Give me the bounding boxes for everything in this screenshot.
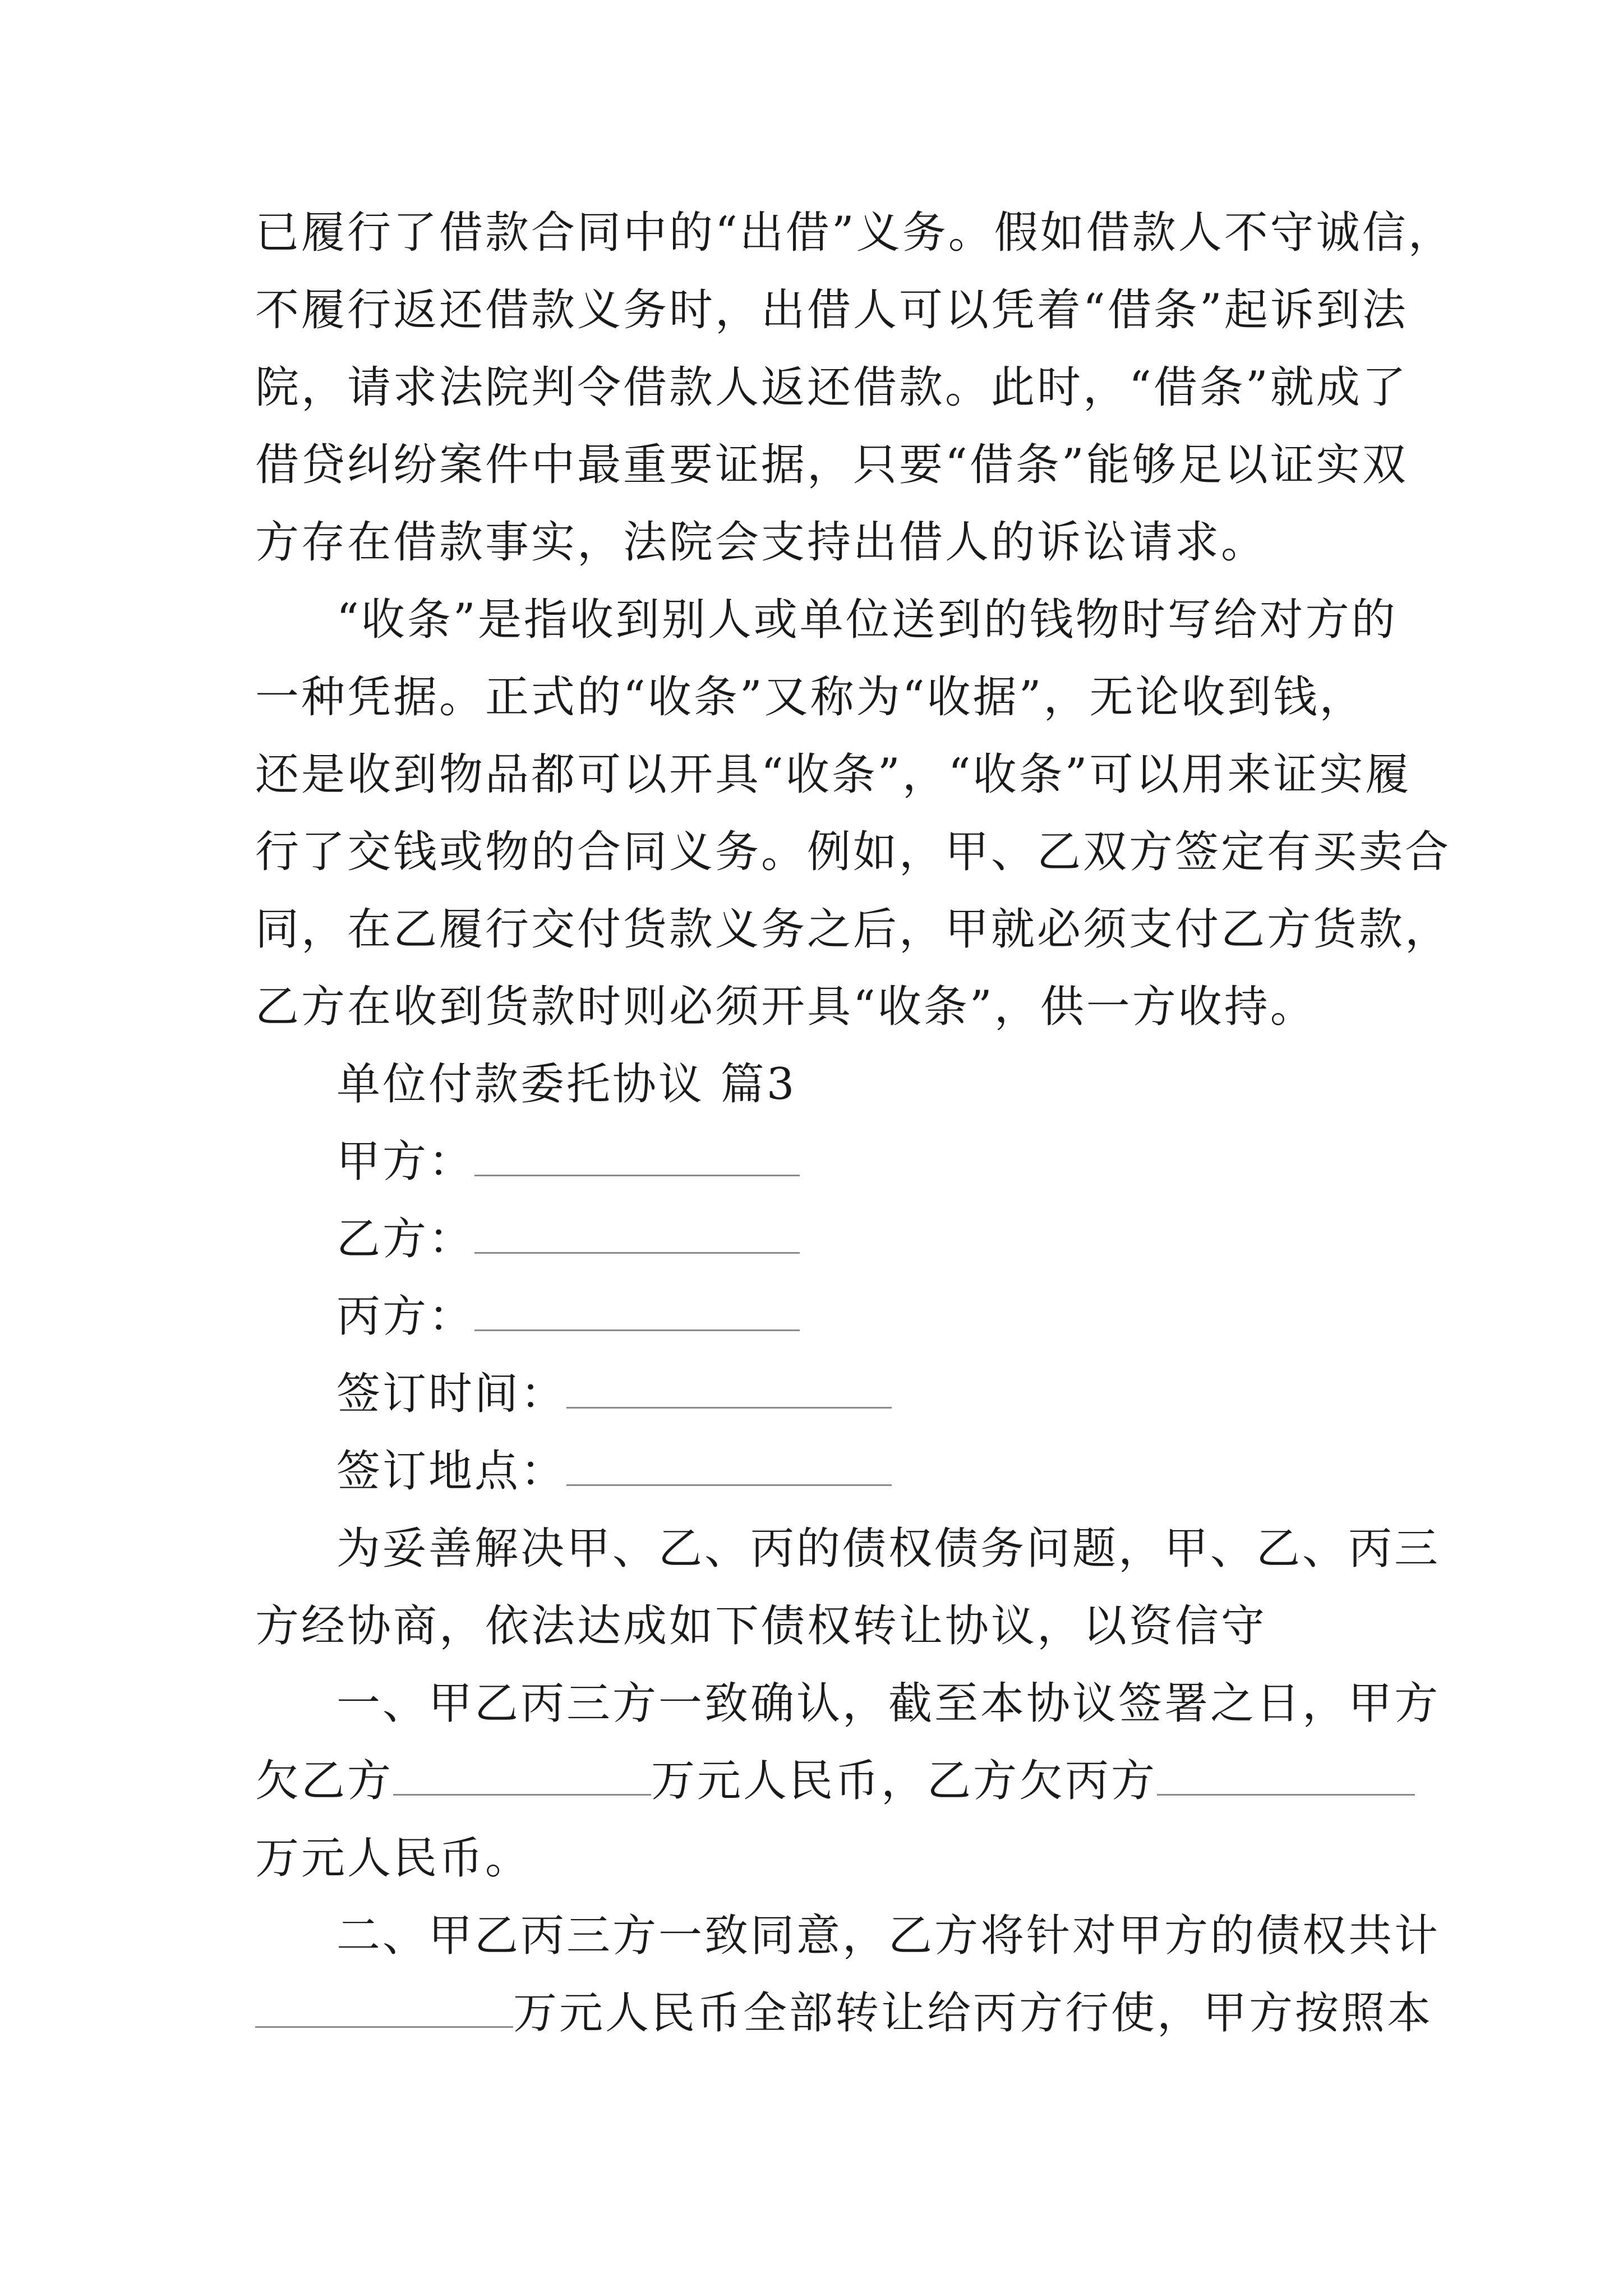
blank-underline (566, 1372, 892, 1409)
text-segment: 万元人民币全部转让给丙方行使，甲方按照本 (513, 1988, 1433, 2039)
field-label: 签订时间： (336, 1369, 567, 1419)
field-party-c (336, 1277, 800, 1356)
text-line: “收条”是指收到别人或单位送到的钱物时写给对方的 (336, 595, 1398, 645)
text-segment: 欠乙方 (255, 1756, 394, 1806)
field-label: 签订地点： (336, 1446, 567, 1497)
text-line: 已履行了借款合同中的“出借”义务。假如借款人不守诚信， (255, 208, 1454, 258)
text-line: 行了交钱或物的合同义务。例如，甲、乙双方签定有买卖合 (255, 827, 1451, 877)
text-line: 二、甲乙丙三方一致同意，乙方将针对甲方的债权共计 (336, 1911, 1441, 1961)
field-party-b (336, 1200, 800, 1278)
text-line: 方存在借款事实，法院会支持出借人的诉讼请求。 (255, 517, 1267, 568)
blank-underline (474, 1140, 800, 1176)
blank-underline (566, 1450, 892, 1486)
blank-underline (255, 1991, 513, 2028)
text-line: 为妥善解决甲、乙、丙的债权债务问题，甲、乙、丙三 (336, 1524, 1441, 1574)
text-line: 一、甲乙丙三方一致确认，截至本协议签署之日，甲方 (336, 1678, 1441, 1729)
blank-underline (474, 1295, 800, 1331)
blank-underline (1157, 1759, 1415, 1796)
text-line: 院，请求法院判令借款人返还借款。此时，“借条”就成了 (255, 362, 1408, 413)
clause2-amount-line (255, 1974, 1433, 2053)
field-party-a (336, 1122, 800, 1201)
text-line: 方经协商，依法达成如下债权转让协议，以资信守 (255, 1601, 1267, 1651)
field-sign-place (336, 1432, 892, 1511)
blank-underline (474, 1217, 800, 1254)
field-label: 甲方： (336, 1137, 475, 1187)
clause1-amount-line (255, 1742, 1415, 1820)
text-line: 万元人民币。 (255, 1833, 532, 1884)
text-line: 还是收到物品都可以开具“收条”，“收条”可以用来证实履 (255, 749, 1412, 800)
text-line: 一种凭据。正式的“收条”又称为“收据”，无论收到钱， (255, 672, 1366, 723)
field-label: 丙方： (336, 1291, 475, 1342)
text-segment: 万元人民币，乙方欠丙方 (651, 1756, 1158, 1806)
text-line: 不履行返还借款义务时，出借人可以凭着“借条”起诉到法 (255, 285, 1408, 335)
text-line: 同，在乙履行交付货款义务之后，甲就必须支付乙方货款， (255, 904, 1451, 955)
text-line: 借贷纠纷案件中最重要证据，只要“借条”能够足以证实双 (255, 440, 1408, 490)
field-sign-time (336, 1355, 892, 1433)
section-title: 单位付款委托协议 篇3 (336, 1059, 797, 1110)
blank-underline (393, 1759, 651, 1796)
text-line: 乙方在收到货款时则必须开具“收条”，供一方收持。 (255, 982, 1316, 1032)
field-label: 乙方： (336, 1214, 475, 1264)
